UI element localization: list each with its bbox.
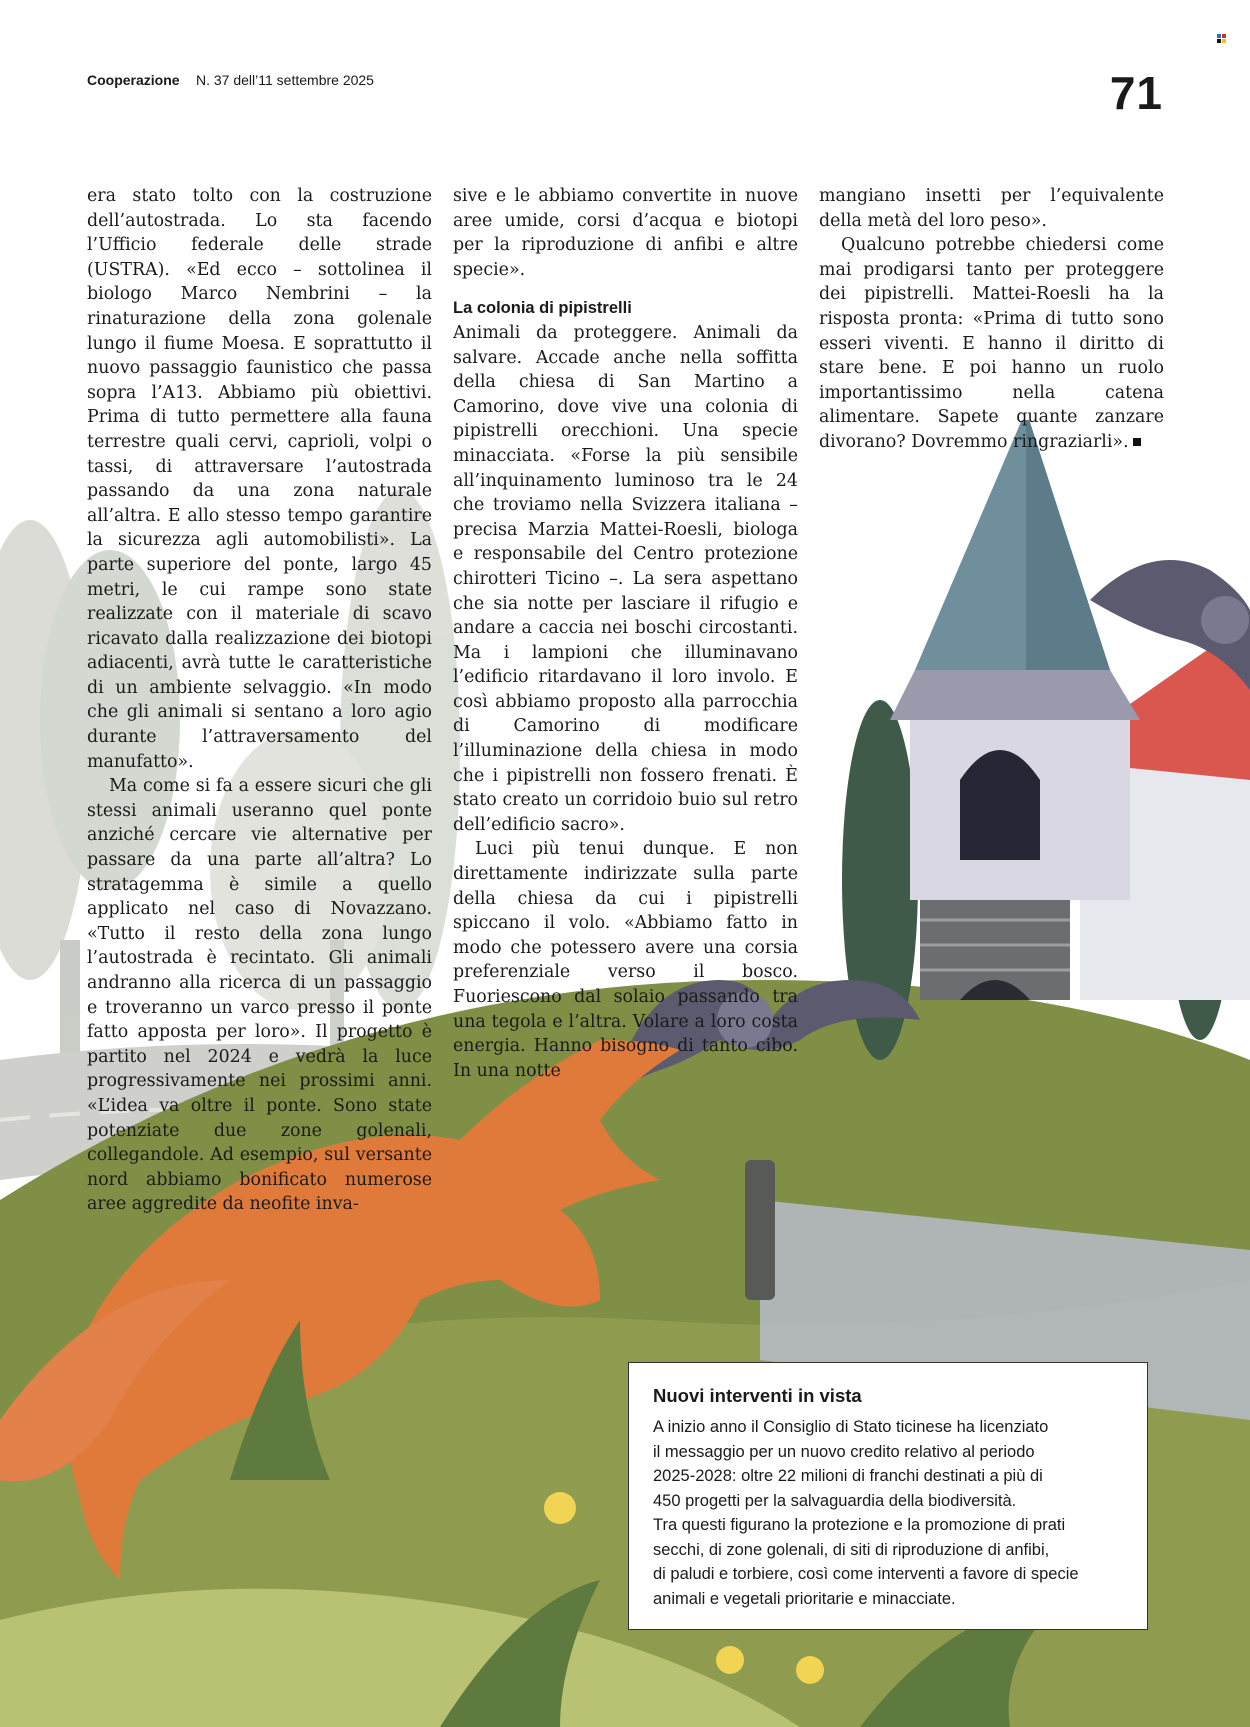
info-box-text [653, 1415, 1125, 1611]
church [890, 420, 1250, 1000]
info-box-line: A inizio anno il Consiglio di Stato ticinese ha licenziato [653, 1418, 1049, 1436]
publication-name: Cooperazione [87, 72, 180, 88]
paragraph: sive e le abbiamo convertite in nuove aree umide, corsi d’acqua e biotopi per la riproduzione di anfibi e altre specie». [453, 186, 798, 280]
section-subheading: La colonia di pipistrelli [453, 299, 632, 318]
info-box-line: il messaggio per un nuovo credito relativo al periodo [653, 1442, 1035, 1461]
paragraph: mangiano insetti per l’equivalente della metà del loro peso». [819, 186, 1164, 231]
paragraph: era stato tolto con la costruzione dell’autostrada. Lo sta facendo l’Ufficio federale delle strade (USTRA). «Ed ecco – sottolinea il biologo Marco Nembrini – la rinaturazione della zona golenale lungo il fiume Moesa. E soprattutto il nuovo passaggio faunistico che passa sopra l’A13. Abbiamo più obiettivi. Prima di tutto permettere alla fauna terrestre quali cervi, caprioli, volpi o tassi, di attraversare l’autostrada passando da una zona naturale all’altra. E allo stesso tempo garantire la sicurezza agli automobilisti». La parte superiore del ponte, largo 45 metri, le cui rampe sono state realizzate con il materiale di scavo ricavato dalla realizzazione dei biotopi adiacenti, avrà tutte le caratteristiche di un ambiente selvaggio. «In modo che gli animali si sentano a loro agio durante l’attraversamento del manufatto». [87, 186, 432, 772]
paragraph: Animali da proteggere. Animali da salvare. Accade anche nella soffitta della chiesa di San Martino a Camorino, dove vive una colonia di pipistrelli orecchioni. Una specie minacciata. «Forse la più sensibile all’inquinamento luminoso tra le 24 che troviamo nella Svizzera italiana – precisa Marzia Mattei-Roesli, biologa e responsabile del Centro protezione chirotteri Ticino –. La sera aspettano che sia notte per lasciare il rifugio e andare a caccia nei boschi circostanti. Ma i lampioni che illuminavano l’edificio ritardavano il loro involo. E così abbiamo proposto alla parrocchia di Camorino di modificare l’illuminazione della chiesa in modo che i pipistrelli non fossero frenati. È stato creato un corridoio buio sul retro dell’edificio sacro». [453, 322, 798, 835]
page-header [87, 67, 1163, 132]
info-box [628, 1362, 1148, 1630]
info-box-line: secchi, di zone golenali, di siti di riproduzione di anfibi, [653, 1540, 1050, 1559]
paragraph-text: Qualcuno potrebbe chiedersi come mai prodigarsi tanto per proteggere dei pipistrelli. Mattei-Roesli ha la risposta pronta: «Prima di tutto sono esseri viventi. E hanno il diritto di stare bene. E poi hanno un ruolo importantissimo nella catena alimentare. Sapete quante zanzare divorano? Dovremmo ringraziarli». [819, 235, 1164, 452]
info-box-line: 450 progetti per la salvaguardia della biodiversità. [653, 1491, 1017, 1510]
article-column-2 [453, 184, 798, 1083]
paragraph: Ma come si fa a essere sicuri che gli stessi animali useranno quel ponte anziché cercare vie alternative per passare da una parte all’altra? Lo stratagemma è simile a quello applicato nel caso di Novazzano. «Tutto il resto della zona lungo l’autostrada è recintato. Gli animali andranno alla ricerca di un passaggio e troveranno un varco presso il ponte fatto apposta per loro». Il progetto è partito nel 2024 e vedrà la luce progressivamente nei prossimi anni. «L’idea va oltre il ponte. Sono state potenziate due zone golenali, collegandole. Ad esempio, sul versante nord abbiamo bonificato numerose aree aggredite da neofite inva- [87, 776, 432, 1215]
info-box-line: Tra questi figurano la protezione e la promozione di prati [653, 1516, 1066, 1534]
page-number: 71 [1109, 67, 1163, 119]
registration-mark-icon [1217, 34, 1226, 43]
info-box-line: di paludi e torbiere, così come interventi a favore di specie [653, 1565, 1079, 1583]
paragraph: Luci più tenui dunque. E non direttamente indirizzate sulla parte della chiesa da cui i pipistrelli spiccano il volo. «Abbiamo fatto in modo che potessero avere una corsia preferenziale verso il bosco. Fuoriescono dal solaio passando tra una tegola e l’altra. Volare a loro costa energia. Hanno bisogno di tanto cibo. In una notte [453, 839, 798, 1081]
info-box-line: animali e vegetali prioritarie e minacciate. [653, 1589, 956, 1608]
issue-info: N. 37 dell’11 settembre 2025 [196, 72, 374, 88]
end-of-article-mark [1133, 438, 1141, 446]
info-box-line: 2025-2028: oltre 22 milioni di franchi destinati a più di [653, 1467, 1043, 1485]
article-column-3 [819, 184, 1164, 455]
paragraph-final [819, 233, 1164, 454]
info-box-title: Nuovi interventi in vista [653, 1385, 862, 1406]
article-column-1 [87, 184, 432, 1217]
